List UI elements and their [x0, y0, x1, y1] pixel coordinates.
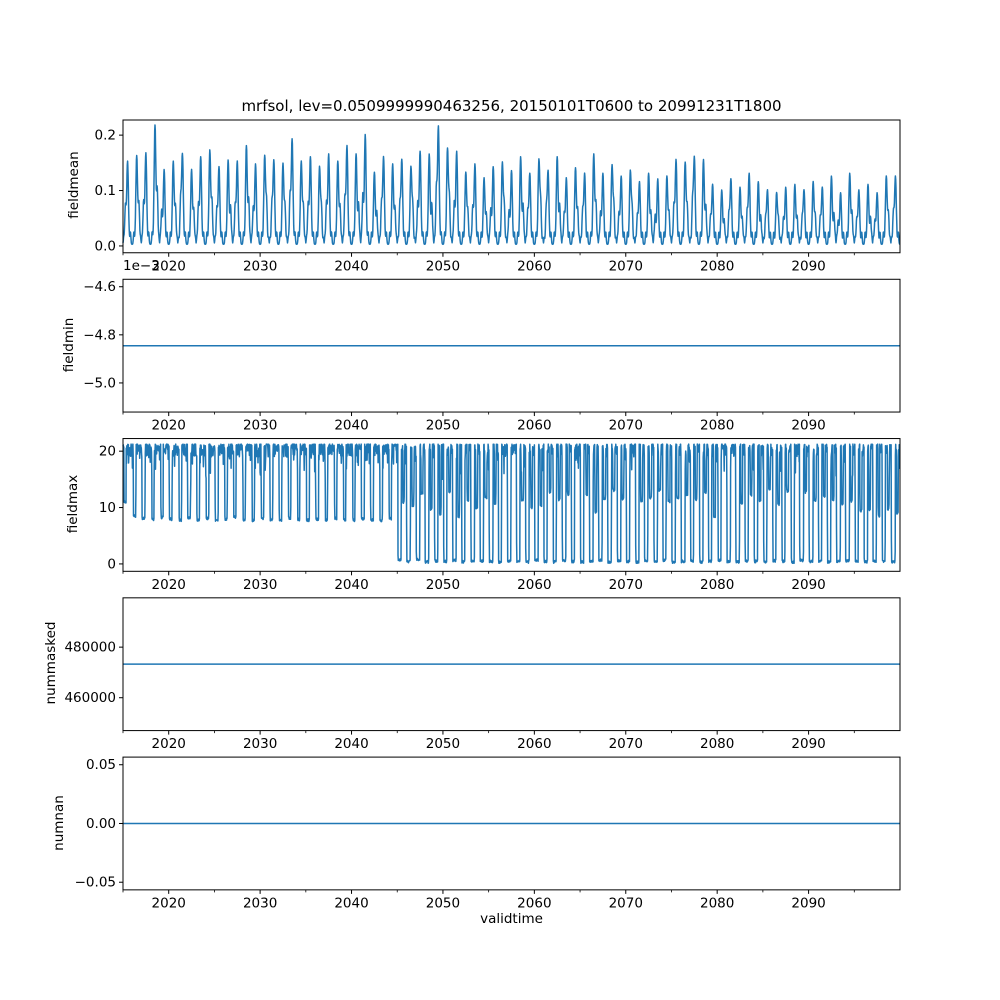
svg-text:2030: 2030 — [242, 895, 278, 912]
svg-text:2090: 2090 — [791, 736, 826, 753]
subplot-nummasked — [64, 598, 900, 752]
series-fieldmax — [123, 444, 900, 563]
svg-text:−4.8: −4.8 — [83, 327, 116, 344]
svg-text:2020: 2020 — [151, 417, 186, 434]
svg-text:2080: 2080 — [699, 576, 735, 593]
svg-text:−4.6: −4.6 — [83, 279, 116, 296]
svg-text:2040: 2040 — [334, 258, 369, 275]
svg-text:2050: 2050 — [425, 895, 461, 912]
svg-text:2070: 2070 — [608, 417, 643, 434]
ylabel-fieldmax: fieldmax — [65, 474, 81, 534]
svg-text:2050: 2050 — [425, 417, 461, 434]
svg-text:2060: 2060 — [517, 258, 552, 275]
svg-text:2060: 2060 — [517, 417, 552, 434]
svg-text:2050: 2050 — [425, 576, 461, 593]
svg-text:460000: 460000 — [64, 690, 116, 707]
subplot-fieldmean — [95, 120, 900, 274]
svg-text:−5.0: −5.0 — [83, 375, 116, 392]
svg-text:2090: 2090 — [791, 417, 826, 434]
series-fieldmean — [123, 125, 900, 244]
svg-text:0.1: 0.1 — [94, 183, 116, 200]
svg-text:2030: 2030 — [242, 576, 278, 593]
svg-text:2040: 2040 — [334, 895, 369, 912]
svg-text:2030: 2030 — [242, 258, 278, 275]
svg-text:2070: 2070 — [608, 736, 643, 753]
svg-text:2030: 2030 — [242, 417, 278, 434]
figure-title: mrfsol, lev=0.0509999990463256, 20150101T0600 to 20991231T1800 — [241, 97, 782, 115]
ylabel-nummasked: nummasked — [43, 621, 59, 705]
svg-text:2070: 2070 — [608, 258, 643, 275]
svg-text:2060: 2060 — [517, 576, 552, 593]
svg-text:2090: 2090 — [791, 258, 826, 275]
svg-text:2020: 2020 — [151, 895, 186, 912]
svg-text:2090: 2090 — [791, 895, 826, 912]
subplot-fieldmax — [99, 439, 900, 593]
svg-text:2070: 2070 — [608, 576, 643, 593]
ylabel-fieldmin: fieldmin — [61, 317, 77, 373]
svg-text:2040: 2040 — [334, 417, 369, 434]
svg-text:2070: 2070 — [608, 895, 643, 912]
svg-text:0.2: 0.2 — [94, 127, 116, 144]
svg-text:2080: 2080 — [699, 417, 735, 434]
svg-text:2050: 2050 — [425, 258, 461, 275]
ylabel-fieldmean: fieldmean — [66, 151, 82, 219]
svg-text:2020: 2020 — [151, 736, 186, 753]
svg-text:0: 0 — [107, 556, 116, 573]
svg-text:480000: 480000 — [64, 639, 116, 656]
svg-text:2050: 2050 — [425, 736, 461, 753]
x-axis-label: validtime — [480, 911, 543, 927]
subplot-fieldmin — [83, 279, 900, 433]
svg-text:−0.05: −0.05 — [74, 874, 116, 891]
svg-text:2060: 2060 — [517, 736, 552, 753]
svg-text:2080: 2080 — [699, 895, 735, 912]
svg-text:0.05: 0.05 — [85, 757, 116, 774]
svg-text:2020: 2020 — [151, 258, 186, 275]
svg-text:20: 20 — [98, 443, 116, 460]
svg-text:2030: 2030 — [242, 736, 278, 753]
svg-text:0.00: 0.00 — [85, 815, 116, 832]
svg-text:2020: 2020 — [151, 576, 186, 593]
svg-text:2080: 2080 — [699, 258, 735, 275]
svg-text:2040: 2040 — [334, 576, 369, 593]
subplot-numnan — [75, 757, 900, 911]
svg-text:2060: 2060 — [517, 895, 552, 912]
svg-text:0.0: 0.0 — [94, 238, 116, 255]
svg-text:2080: 2080 — [699, 736, 735, 753]
y-axis-offset-text: 1e−3 — [123, 258, 160, 274]
svg-text:2040: 2040 — [334, 736, 369, 753]
ylabel-numnan: numnan — [51, 795, 67, 851]
svg-text:10: 10 — [98, 500, 116, 517]
svg-text:2090: 2090 — [791, 576, 826, 593]
